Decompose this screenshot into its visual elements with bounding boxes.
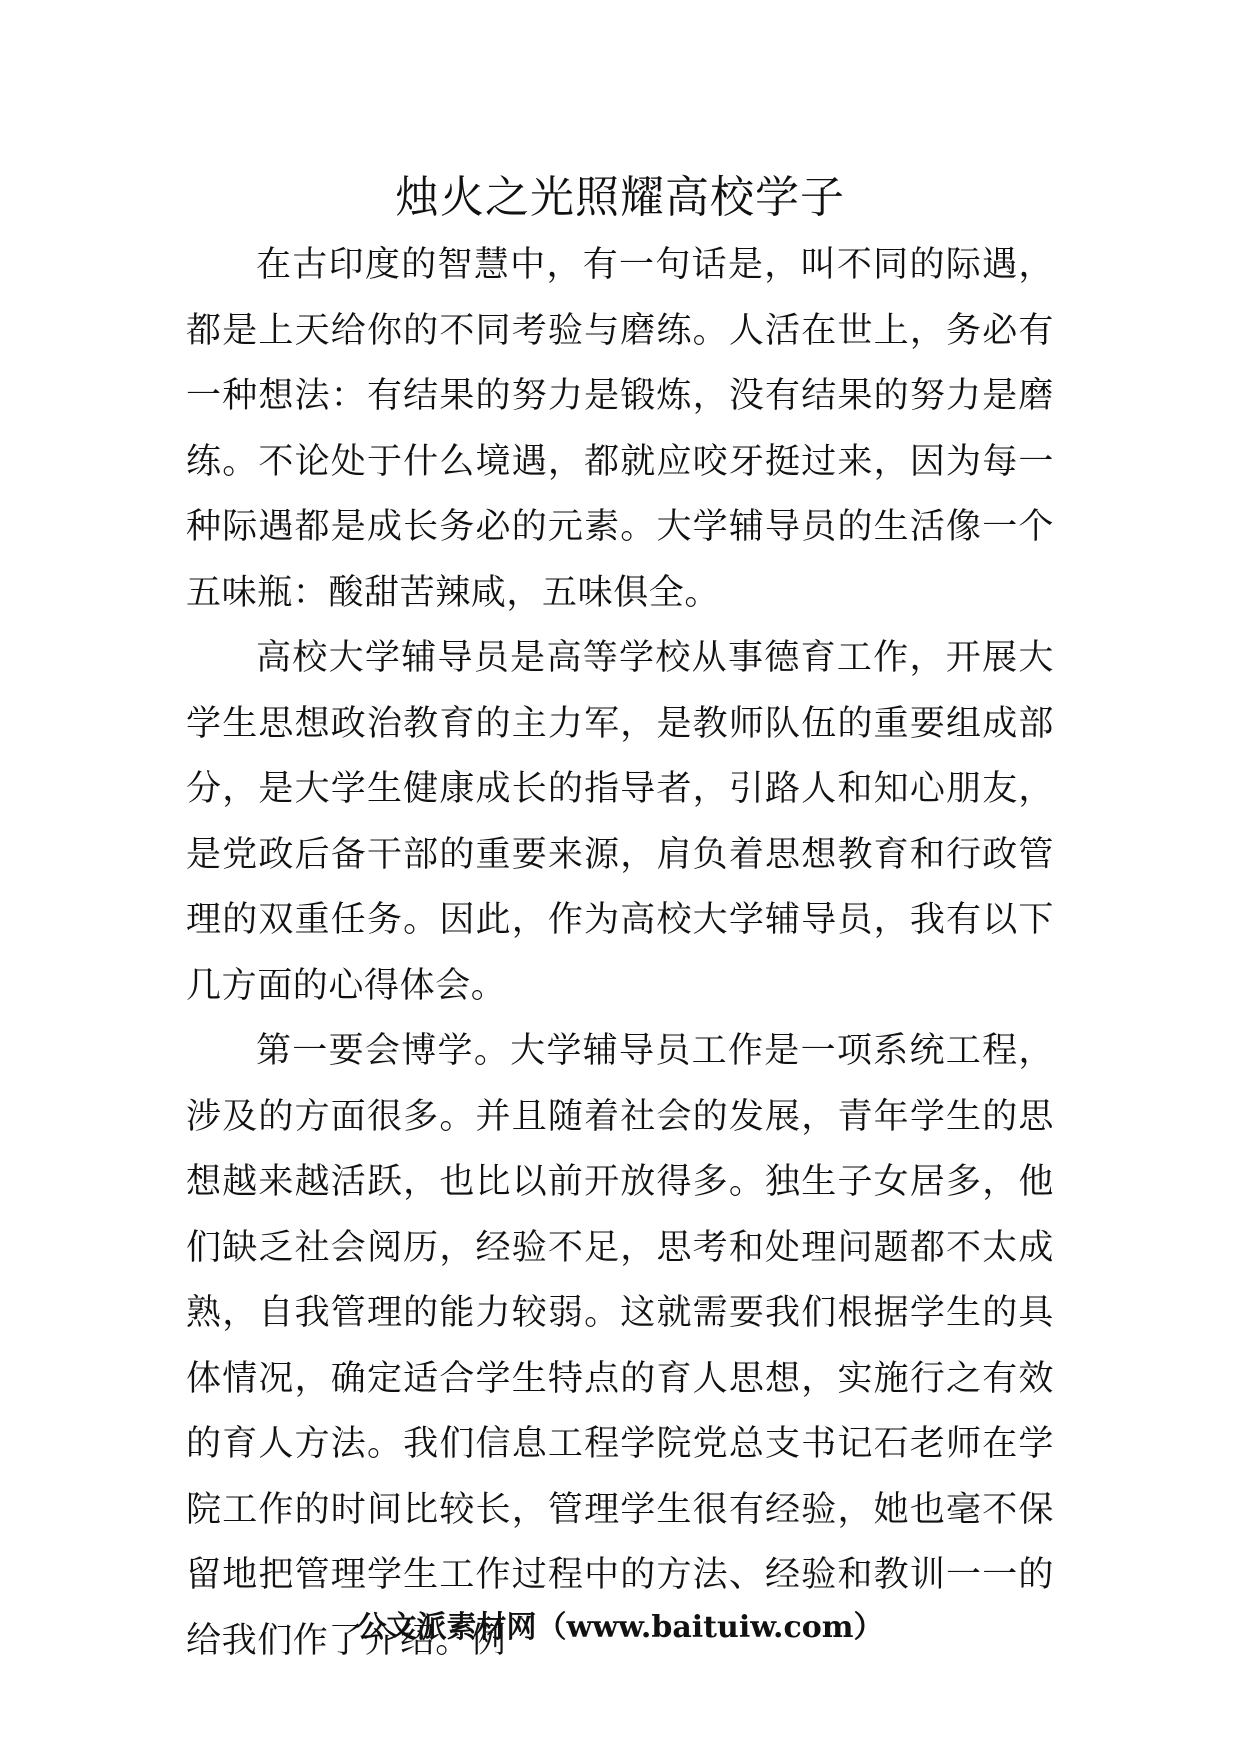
paragraph-3: 第一要会博学。大学辅导员工作是一项系统工程，涉及的方面很多。并且随着社会的发展，青年学生的思想越来越活跃，也比以前开放得多。独生子女居多，他们缺乏社会阅历，经验不足，思考和处理问题都不太成熟，自我管理的能力较弱。这就需要我们根据学生的具体情况，确定适合学生特点的育人思想，实施行之有效的育人方法。我们信息工程学院党总支书记石老师在学院工作的时间比较长，管理学生很有经验，她也毫不保留地把管理学生工作过程中的方法、经验和教训一一的给我们作了介绍。例 xyxy=(186,1031,1054,1661)
document-title: 烛火之光照耀高校学子 xyxy=(395,172,845,223)
paragraph-1: 在古印度的智慧中，有一句话是，叫不同的际遇，都是上天给你的不同考验与磨练。人活在世上，务必有一种想法：有结果的努力是锻炼，没有结果的努力是磨练。不论处于什么境遇，都就应咬牙挺过来，因为每一种际遇都是成长务必的元素。大学辅导员的生活像一个五味瓶：酸甜苦辣咸，五味俱全。 xyxy=(186,245,1054,613)
paragraph-2: 高校大学辅导员是高等学校从事德育工作，开展大学生思想政治教育的主力军，是教师队伍的重要组成部分，是大学生健康成长的指导者，引路人和知心朋友，是党政后备干部的重要来源，肩负着思想教育和行政管理的双重任务。因此，作为高校大学辅导员，我有以下几方面的心得体会。 xyxy=(186,638,1054,1006)
document-body xyxy=(186,233,1054,1674)
footer-watermark: 公文派素材网（www.baituiw.com） xyxy=(356,1610,884,1645)
